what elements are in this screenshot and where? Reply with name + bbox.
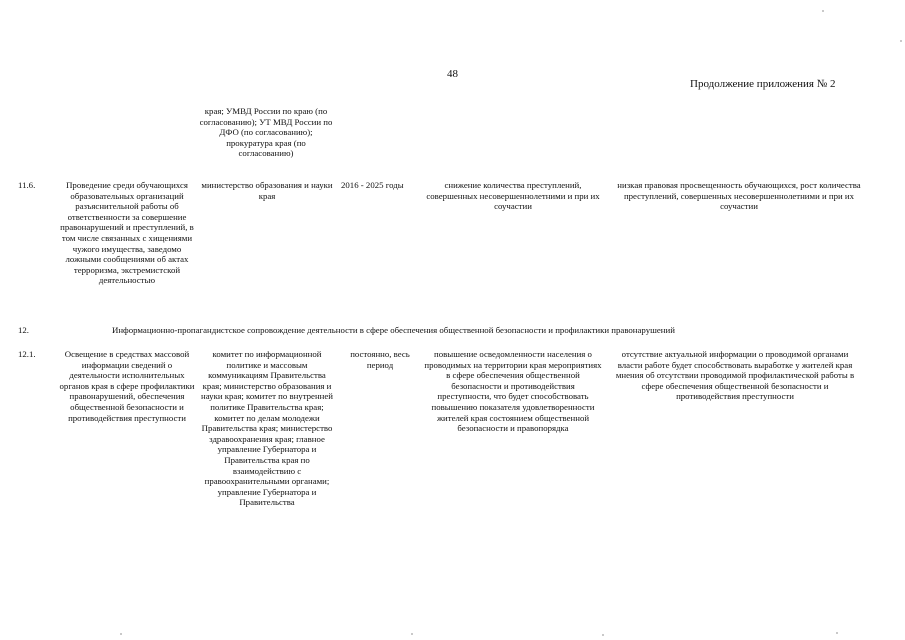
measure-cell: Проведение среди обучающихся образовательных организаций разъяснительной работы об ответственности за совершение правонарушений и преступлений, в том числе связанных с хищениями чужого имущества, заведомо ложными сообщениями об актах терроризма, экстремистской деятельностью xyxy=(60,180,194,286)
scan-speck xyxy=(836,632,838,634)
scan-speck xyxy=(120,633,122,635)
page-number: 48 xyxy=(447,68,458,80)
section-number: 12. xyxy=(18,325,29,335)
period-cell: 2016 - 2025 годы xyxy=(341,180,404,190)
measure-cell: Освещение в средствах массовой информации сведений о деятельности исполнительных органов края в сфере профилактики правонарушений, обеспечения общественной безопасности и противодействия преступности xyxy=(59,349,195,423)
section-title: Информационно-пропагандистское сопровождение деятельности в сфере обеспечения общественной безопасности и профилактики правонарушений xyxy=(112,325,675,335)
scan-speck xyxy=(411,633,413,635)
period-cell: постоянно, весь период xyxy=(350,349,410,370)
scan-speck xyxy=(822,10,824,12)
appendix-continuation-label: Продолжение приложения № 2 xyxy=(690,78,836,90)
row-number: 11.6. xyxy=(18,180,36,190)
consequences-cell: низкая правовая просвещенность обучающихся, рост количества преступлений, совершенных несовершеннолетними и при их соучастии xyxy=(617,180,861,212)
scan-speck xyxy=(900,40,902,42)
prev-row-executors: края; УМВД России по краю (по согласованию); УТ МВД России по ДФО (по согласованию); прокуратура края (по согласованию) xyxy=(199,106,333,159)
executors-cell: комитет по информационной политике и массовым коммуникациям Правительства края; министерство образования и науки края; комитет по внутренней политике Правительства края; комитет по делам молодежи Правительства края; министерство здравоохранения края; главное управление Губернатора и Правительства края по взаимодействию с правоохранительными органами; управление Губернатора и Правительства xyxy=(201,349,333,508)
result-cell: повышение осведомленности населения о проводимых на территории края мероприятиях в сфере обеспечения общественной безопасности и противодействия преступности, что будет способствовать повышению показателя удовлетворенности жителей края состоянием общественной безопасности и правопорядка xyxy=(424,349,602,434)
consequences-cell: отсутствие актуальной информации о проводимой органами власти работе будет способствовать выработке у жителей края мнения об отсутствии проводимой профилактической работы в сфере обеспечения общественной безопасности и противодействия преступности xyxy=(615,349,855,402)
result-cell: снижение количества преступлений, совершенных несовершеннолетними и при их соучастии xyxy=(426,180,600,212)
scan-speck xyxy=(602,634,604,636)
executors-cell: министерство образования и науки края xyxy=(201,180,333,201)
row-number: 12.1. xyxy=(18,349,36,359)
